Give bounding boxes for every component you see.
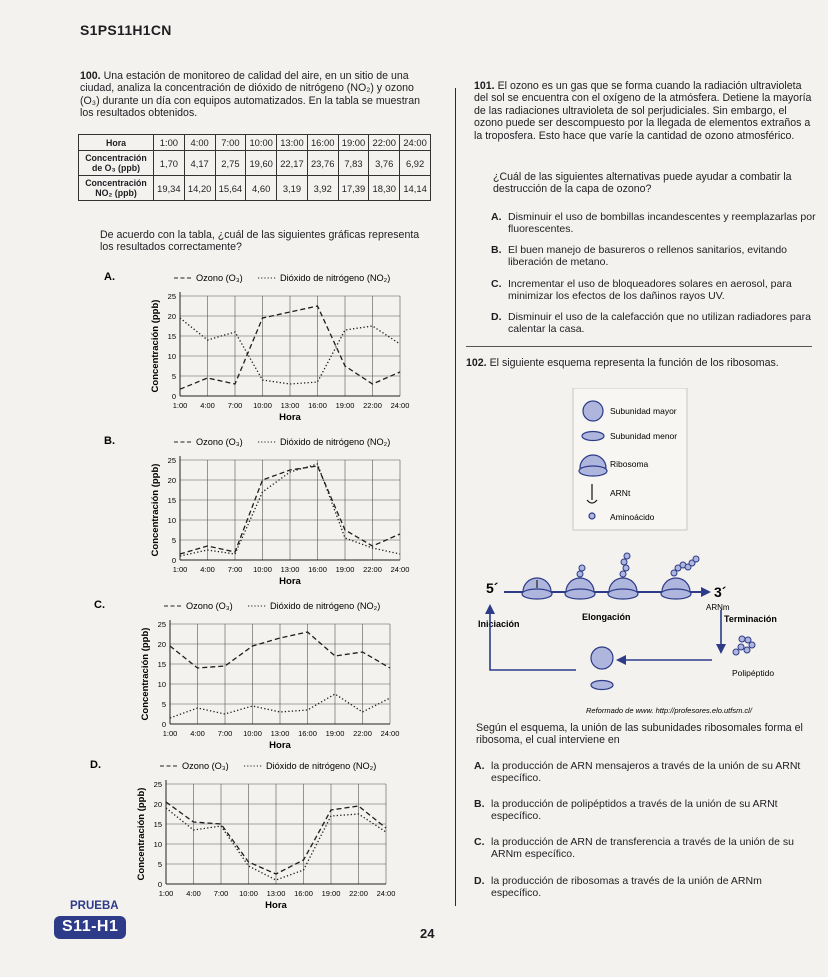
legend-minor: Subunidad menor: [610, 431, 678, 441]
option-letter: A.: [474, 760, 485, 772]
x-tick-label: 10:00: [253, 401, 272, 410]
x-tick-label: 4:00: [200, 401, 215, 410]
footer-badge: S11-H1: [54, 916, 126, 939]
diagram-source: Reformado de www. http://profesores.elo.utfsm.cl/: [586, 706, 752, 715]
chart-letter: A.: [104, 271, 115, 283]
table-cell: 6,92: [400, 151, 431, 176]
q101-question: ¿Cuál de las siguientes alternativas puede ayudar a combatir la destrucción de la capa de ozono?: [493, 171, 792, 196]
legend-trna: ARNt: [610, 488, 631, 498]
aminoacid-icon: [589, 513, 595, 519]
table-o3-label: [79, 151, 154, 176]
free-major-subunit: [591, 647, 613, 669]
x-tick-label: 19:00: [325, 729, 345, 738]
q101-option-a[interactable]: [491, 211, 818, 237]
legend-ribosome: Ribosoma: [610, 459, 649, 469]
column-divider: [455, 88, 456, 906]
q101-stem: [474, 80, 818, 142]
table-hour-label: Hora: [79, 135, 154, 151]
x-tick-label: 4:00: [186, 889, 201, 898]
option-text: Disminuir el uso de bombillas incandescentes y reemplazarlas por fluorescentes.: [508, 211, 816, 236]
table-no2-label-line2: NO₂ (ppb): [95, 188, 137, 198]
q101-option-d[interactable]: [491, 311, 818, 337]
q100-stem: [80, 70, 435, 120]
q102-option-a[interactable]: [474, 760, 818, 786]
y-tick-label: 25: [153, 780, 162, 789]
y-tick-label: 5: [161, 700, 166, 709]
table-cell: 2,75: [215, 151, 246, 176]
q102-option-c[interactable]: [474, 836, 818, 862]
table-cell: 14,20: [184, 176, 215, 201]
label-5prime: 5´: [486, 580, 499, 596]
y-tick-label: 15: [157, 660, 166, 669]
option-text: Incrementar el uso de bloqueadores solares en aerosol, para minimizar los efectos de los dañinos rayos UV.: [508, 278, 792, 303]
q100-data-table: [78, 134, 431, 201]
chart-option-a[interactable]: [100, 268, 430, 426]
table-no2-label: [79, 176, 154, 201]
y-tick-label: 20: [167, 312, 176, 321]
x-tick-label: 22:00: [353, 729, 372, 738]
table-cell: 23,76: [307, 151, 338, 176]
q101-option-c[interactable]: [491, 278, 818, 304]
legend-no2-label: Dióxido de nitrógeno (NO₂): [280, 437, 391, 447]
x-tick-label: 10:00: [253, 565, 272, 574]
x-tick-label: 1:00: [172, 401, 188, 410]
termination-arrowhead: [716, 644, 726, 654]
y-tick-label: 10: [167, 352, 176, 361]
chart-option-b[interactable]: [100, 432, 430, 590]
legend-o3-label: Ozono (O₃): [182, 761, 229, 771]
legend-o3-label: Ozono (O₃): [196, 437, 243, 447]
y-axis-title: Concentración (ppb): [150, 463, 161, 557]
free-minor-subunit: [591, 681, 613, 690]
y-tick-label: 25: [167, 456, 176, 465]
section-separator: [466, 346, 812, 347]
x-tick-label: 13:00: [280, 565, 300, 574]
initiation-arrowhead: [485, 604, 495, 614]
table-cell: 7,83: [338, 151, 369, 176]
q102-option-b[interactable]: [474, 798, 818, 824]
table-cell: 4,17: [184, 151, 215, 176]
y-tick-label: 0: [161, 720, 166, 729]
y-tick-label: 0: [157, 880, 162, 889]
y-tick-label: 5: [171, 372, 176, 381]
q101-option-b[interactable]: [491, 244, 818, 270]
x-tick-label: 16:00: [308, 565, 327, 574]
option-text: la producción de ARN de transferencia a través de la unión de su ARNm específico.: [491, 836, 794, 861]
y-tick-label: 20: [167, 476, 176, 485]
q102-text: El siguiente esquema representa la función de los ribosomas.: [489, 357, 779, 369]
label-mrna: ARNm: [706, 603, 730, 612]
x-tick-label: 22:00: [363, 565, 382, 574]
return-arrowhead: [616, 655, 626, 665]
x-tick-label: 4:00: [200, 565, 215, 574]
chart-option-d[interactable]: [86, 756, 416, 914]
table-hour: 1:00: [154, 135, 185, 151]
y-tick-label: 10: [153, 840, 162, 849]
table-cell: 3,19: [277, 176, 308, 201]
table-cell: 19,60: [246, 151, 277, 176]
q100-prompt: De acuerdo con la tabla, ¿cuál de las siguientes gráficas representa los resultados correctamente?: [100, 229, 420, 254]
table-row-no2: [79, 176, 431, 201]
x-tick-label: 19:00: [335, 565, 355, 574]
y-axis-title: Concentración (ppb): [136, 787, 147, 881]
option-text: El buen manejo de basureros o rellenos sanitarios, evitando liberación de metano.: [508, 244, 788, 269]
table-cell: 4,60: [246, 176, 277, 201]
x-tick-label: 1:00: [172, 565, 188, 574]
x-axis-title: Hora: [279, 412, 301, 423]
label-3prime: 3´: [714, 584, 727, 600]
q101-number: 101.: [474, 80, 495, 92]
x-tick-label: 7:00: [227, 401, 243, 410]
x-tick-label: 19:00: [321, 889, 341, 898]
q100-number: 100.: [80, 70, 101, 82]
x-tick-label: 24:00: [390, 565, 410, 574]
option-letter: D.: [474, 875, 485, 887]
x-tick-label: 10:00: [243, 729, 262, 738]
y-tick-label: 5: [157, 860, 162, 869]
x-tick-label: 7:00: [213, 889, 229, 898]
q102-question: Según el esquema, la unión de las subunidades ribosomales forma el ribosoma, el cual interviene en: [476, 722, 803, 747]
y-tick-label: 25: [167, 292, 176, 301]
mrna-arrowhead: [701, 587, 711, 597]
q102-number: 102.: [466, 357, 487, 369]
ribosome-diagram: [466, 388, 818, 718]
legend-o3-label: Ozono (O₃): [196, 273, 243, 283]
polypeptide-chain: [733, 636, 755, 655]
table-cell: 22,17: [277, 151, 308, 176]
table-row-hours: [79, 135, 431, 151]
y-tick-label: 0: [171, 392, 176, 401]
legend-aa: Aminoácido: [610, 512, 655, 522]
y-tick-label: 10: [157, 680, 166, 689]
y-tick-label: 15: [167, 496, 176, 505]
y-tick-label: 5: [171, 536, 176, 545]
table-hour: 22:00: [369, 135, 400, 151]
q100-text: Una estación de monitoreo de calidad del aire, en un sitio de una ciudad, analiza la concentración de dióxido de nitrógeno (NO₂) y ozono (O₃) durante un día con equipos automatizados. En la tabla se muestran los resultados obtenidos.: [80, 70, 420, 120]
ribosome-2: [565, 565, 595, 599]
option-letter: C.: [491, 278, 502, 290]
y-tick-label: 25: [157, 620, 166, 629]
option-text: Disminuir el uso de la calefacción que no utilizan radiadores para calentar la casa.: [508, 311, 811, 336]
ribosome-1: [522, 578, 552, 599]
q102-stem: [466, 357, 816, 369]
option-letter: B.: [474, 798, 485, 810]
chart-letter: C.: [94, 599, 105, 611]
table-hour: 7:00: [215, 135, 246, 151]
table-hour: 4:00: [184, 135, 215, 151]
table-cell: 3,76: [369, 151, 400, 176]
legend-no2-label: Dióxido de nitrógeno (NO₂): [270, 601, 381, 611]
table-cell: 14,14: [400, 176, 431, 201]
option-letter: D.: [491, 311, 502, 323]
option-letter: C.: [474, 836, 485, 848]
x-tick-label: 16:00: [298, 729, 317, 738]
table-cell: 17,39: [338, 176, 369, 201]
table-row-o3: [79, 151, 431, 176]
x-tick-label: 24:00: [376, 889, 396, 898]
x-tick-label: 13:00: [266, 889, 286, 898]
table-cell: 3,92: [307, 176, 338, 201]
legend-no2-label: Dióxido de nitrógeno (NO₂): [266, 761, 377, 771]
x-axis-title: Hora: [269, 740, 291, 751]
table-cell: 15,64: [215, 176, 246, 201]
x-tick-label: 22:00: [363, 401, 382, 410]
ribosome-3: [608, 553, 638, 599]
option-letter: B.: [491, 244, 502, 256]
chart-option-c[interactable]: [90, 596, 420, 754]
option-letter: A.: [491, 211, 502, 223]
y-tick-label: 20: [157, 640, 166, 649]
y-axis-title: Concentración (ppb): [140, 627, 151, 721]
booklet-code: S1PS11H1CN: [80, 22, 172, 38]
minor-subunit-icon: [582, 432, 604, 441]
page-number: 24: [420, 926, 435, 941]
x-tick-label: 16:00: [294, 889, 313, 898]
major-subunit-icon: [583, 401, 603, 421]
x-tick-label: 24:00: [390, 401, 410, 410]
y-tick-label: 15: [153, 820, 162, 829]
chart-letter: B.: [104, 435, 115, 447]
table-hour: 19:00: [338, 135, 369, 151]
x-axis-title: Hora: [265, 900, 287, 911]
y-tick-label: 10: [167, 516, 176, 525]
table-cell: 18,30: [369, 176, 400, 201]
option-text: la producción de polipéptidos a través de la unión de su ARNt específico.: [491, 798, 778, 823]
y-tick-label: 20: [153, 800, 162, 809]
x-tick-label: 7:00: [227, 565, 243, 574]
footer-prueba: PRUEBA: [70, 900, 119, 912]
table-hour: 13:00: [277, 135, 308, 151]
legend-o3-label: Ozono (O₃): [186, 601, 233, 611]
table-o3-label-line2: de O₃ (ppb): [91, 163, 141, 173]
y-tick-label: 0: [171, 556, 176, 565]
table-cell: 1,70: [154, 151, 185, 176]
x-tick-label: 19:00: [335, 401, 355, 410]
chart-letter: D.: [90, 759, 101, 771]
x-tick-label: 22:00: [349, 889, 368, 898]
table-hour: 16:00: [307, 135, 338, 151]
table-cell: 19,34: [154, 176, 185, 201]
x-tick-label: 4:00: [190, 729, 205, 738]
y-axis-title: Concentración (ppb): [150, 299, 161, 393]
x-tick-label: 24:00: [380, 729, 400, 738]
label-polypeptide: Polipéptido: [732, 668, 775, 678]
table-hour: 24:00: [400, 135, 431, 151]
x-tick-label: 13:00: [270, 729, 290, 738]
x-tick-label: 1:00: [162, 729, 178, 738]
x-tick-label: 16:00: [308, 401, 327, 410]
x-tick-label: 1:00: [158, 889, 174, 898]
option-text: la producción de ARN mensajeros a través de la unión de su ARNt específico.: [491, 760, 801, 785]
table-o3-label-line1: Concentración: [85, 153, 147, 163]
x-tick-label: 7:00: [217, 729, 233, 738]
label-elongation: Elongación: [582, 612, 631, 622]
q101-text: El ozono es un gas que se forma cuando la radiación ultravioleta del sol se encuentra con el oxígeno de la atmósfera. Detiene la mayoría de las radiaciones ultravioleta de sol perjudiciales. Sin embargo, el ozono puede ser descompuesto por la llegada de elementos extraños a la troposfera. Esto hace que varíe la cantidad de ozono atmosférico.: [474, 80, 812, 142]
option-text: la producción de ribosomas a través de la unión de ARNm específico.: [491, 875, 762, 900]
x-tick-label: 10:00: [239, 889, 258, 898]
legend-major: Subunidad mayor: [610, 406, 677, 416]
y-tick-label: 15: [167, 332, 176, 341]
label-termination: Terminación: [724, 614, 777, 624]
x-tick-label: 13:00: [280, 401, 300, 410]
x-axis-title: Hora: [279, 576, 301, 587]
q102-option-d[interactable]: [474, 875, 818, 901]
table-hour: 10:00: [246, 135, 277, 151]
label-initiation: Iniciación: [478, 619, 520, 629]
legend-no2-label: Dióxido de nitrógeno (NO₂): [280, 273, 391, 283]
table-no2-label-line1: Concentración: [85, 178, 147, 188]
